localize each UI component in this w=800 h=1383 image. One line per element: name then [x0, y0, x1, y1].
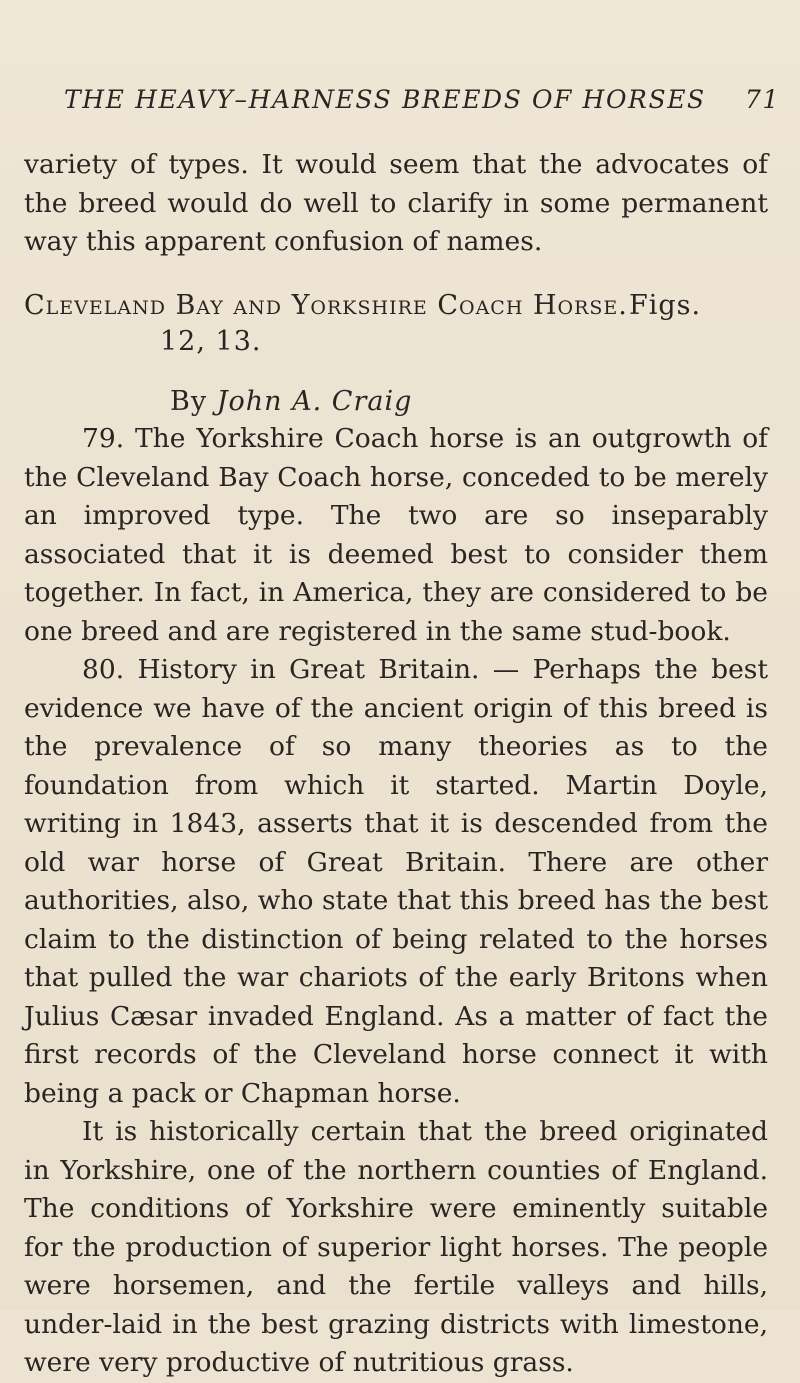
section-heading-title: Cleveland Bay and Yorkshire Coach Horse. [24, 290, 628, 321]
author-name: John A. Craig [216, 386, 413, 417]
byline [170, 384, 412, 420]
intro-paragraph-text: variety of types. It would seem that the advocates of the breed would do well to clarify in some permanent way this apparent confusion of names. [24, 149, 768, 257]
page-number: 71 [744, 85, 780, 114]
section-heading [24, 288, 768, 357]
running-head [64, 80, 780, 120]
byline-prefix: By [170, 386, 208, 417]
figs-label: Figs. [629, 290, 702, 321]
running-head-title: THE HEAVY–HARNESS BREEDS OF HORSES [64, 85, 706, 114]
paragraph-yorkshire: It is historically certain that the breed originated in Yorkshire, one of the northern counties of England. The conditions of Yorkshire were eminently suitable for the production of superior light horses. The people were horsemen, and the fertile valleys and hills, under-laid in the best grazing districts with limestone, were very productive of nutritious grass. [24, 1116, 768, 1378]
paragraph-79: 79. The Yorkshire Coach horse is an outgrowth of the Cleveland Bay Coach horse, conceded to be merely an improved type. The two are so inseparably associated that it is deemed best to consider them together. In fact, in America, they are considered to be one breed and are registered in the same stud-book. [24, 423, 768, 647]
intro-paragraph [24, 146, 768, 262]
paragraph-80: 80. History in Great Britain. — Perhaps the best evidence we have of the ancient origin of this breed is the prevalence of so many theories as to the foundation from which it started. Martin Doyle, writing in 1843, asserts that it is descended from the old war horse of Great Britain. There are other authorities, also, who state that this breed has the best claim to the distinction of being related to the horses that pulled the war chariots of the early Britons when Julius Cæsar invaded England. As a matter of fact the first records of the Cleveland horse connect it with being a pack or Chapman horse. [24, 654, 768, 1109]
figs-numbers: 12, 13. [160, 326, 262, 357]
body-text [24, 420, 768, 1383]
